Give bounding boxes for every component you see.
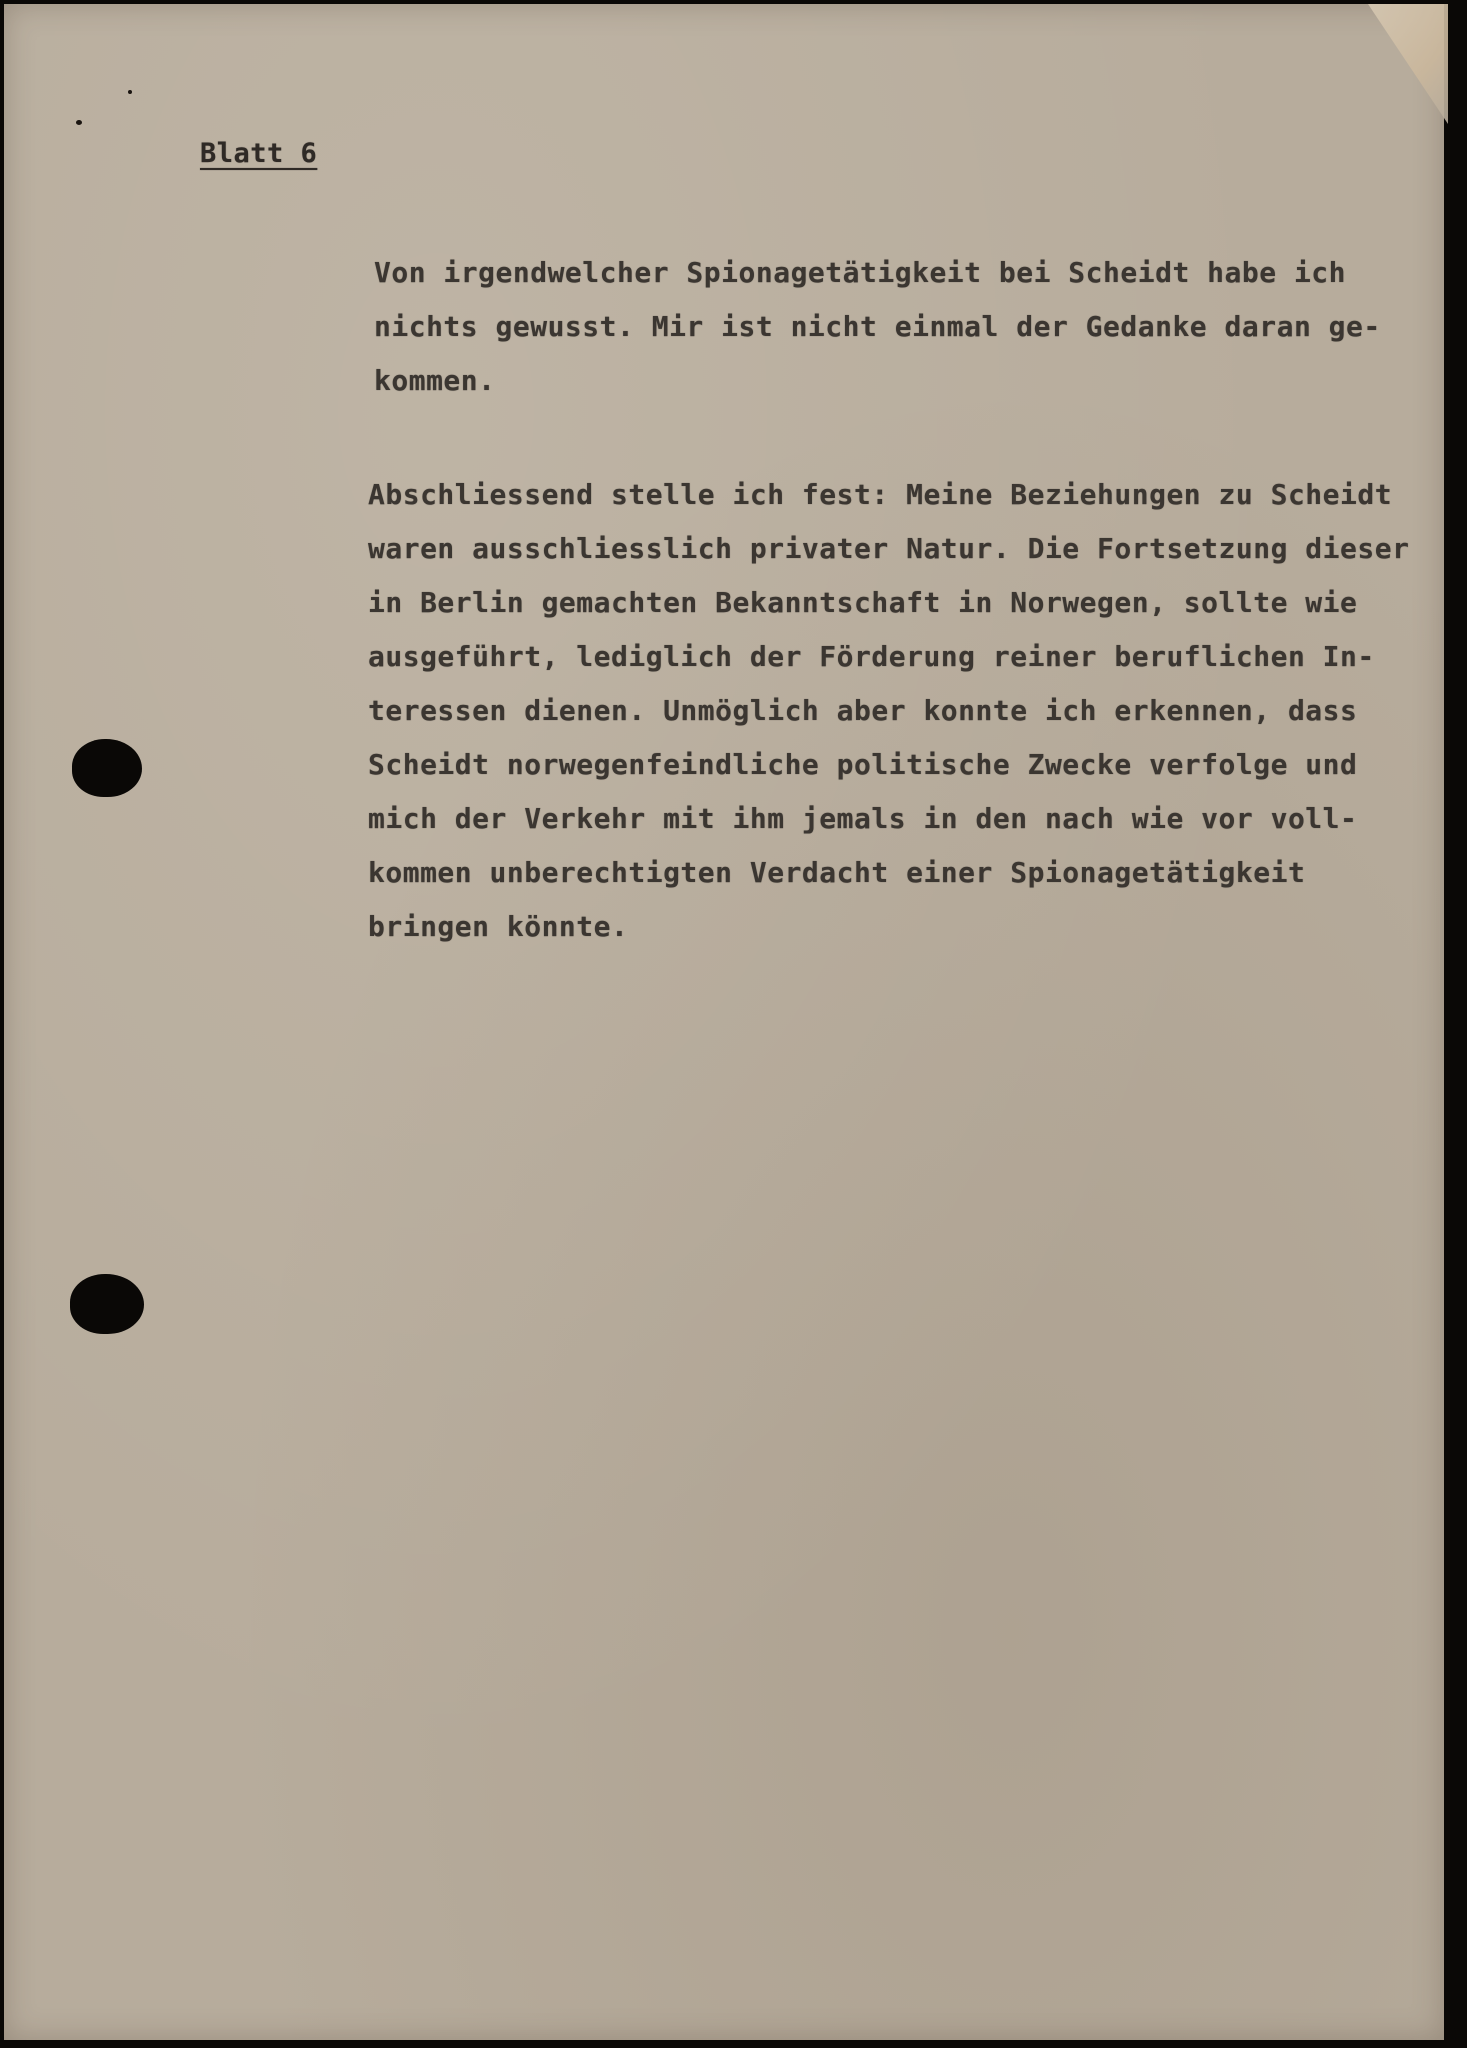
text-line: Scheidt norwegenfeindliche politische Zwecke verfolge und	[368, 748, 1358, 781]
paragraph-1	[374, 246, 1434, 408]
text-line: mich der Verkehr mit ihm jemals in den nach wie vor voll-	[368, 802, 1358, 835]
paragraph-2	[368, 468, 1428, 954]
text-line: kommen unberechtigten Verdacht einer Spionagetätigkeit	[368, 856, 1306, 889]
text-line: bringen könnte.	[368, 910, 629, 943]
text-line: ausgeführt, lediglich der Förderung reiner beruflichen In-	[368, 640, 1375, 673]
sheet-label: Blatt 6	[200, 138, 318, 169]
ink-speck	[128, 90, 132, 94]
document-page	[4, 4, 1444, 2040]
text-line: waren ausschliesslich privater Natur. Die Fortsetzung dieser	[368, 532, 1410, 565]
corner-fold	[1368, 4, 1448, 124]
text-line: in Berlin gemachten Bekanntschaft in Norwegen, sollte wie	[368, 586, 1358, 619]
text-line: kommen.	[374, 364, 496, 397]
text-line: Von irgendwelcher Spionagetätigkeit bei Scheidt habe ich	[374, 256, 1347, 289]
punch-hole-top	[72, 739, 142, 797]
text-line: teressen dienen. Unmöglich aber konnte ich erkennen, dass	[368, 694, 1358, 727]
text-line: nichts gewusst. Mir ist nicht einmal der Gedanke daran ge-	[374, 310, 1381, 343]
text-line: Abschliessend stelle ich fest: Meine Beziehungen zu Scheidt	[368, 478, 1393, 511]
ink-speck	[76, 120, 82, 125]
punch-hole-bottom	[70, 1274, 144, 1334]
